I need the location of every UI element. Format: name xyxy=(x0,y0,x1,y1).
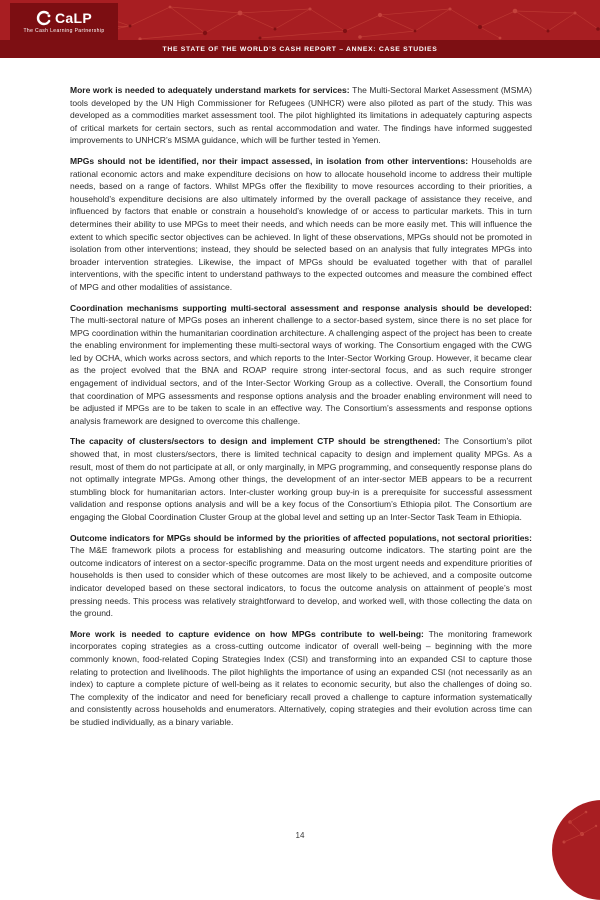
paragraph-text: The M&E framework pilots a process for establishing and measuring outcome indicators. The starting point are the outcome indicators of interest on a sector-specific programme. Data on the most urgent needs and expenditure priorities of households is then used to consider which of these outcomes are most likely to be achieved, and a composite outcome indicator developed based on these sectoral indicators, to focus the outcome analysis on attainment of people’s most pressing needs. This process was relatively straightforward to develop, and worked well, with those collecting the data on the ground. xyxy=(70,545,532,619)
paragraph xyxy=(70,435,532,523)
paragraph xyxy=(70,532,532,620)
report-title: THE STATE OF THE WORLD’S CASH REPORT – ANNEX: CASE STUDIES xyxy=(162,45,438,53)
paragraph xyxy=(70,302,532,428)
paragraph xyxy=(70,84,532,147)
calp-logo-block xyxy=(10,3,118,40)
corner-circle-decoration xyxy=(552,800,600,900)
paragraph-text: The Consortium’s pilot showed that, in most clusters/sectors, there is limited technical capacity to design and implement quality MPGs. As a result, most of them do not participate at all, or only marginally, in MPG programming, and consequently response plans do not optimally integrate MPGs. Among other things, the development of an inter-sector MEB appears to be a recurrent stumbling block for humanitarian actors. Inter-cluster working group buy-in is a prerequisite for successful assessment validation and response options analysis and will be a key focus of the Consortium’s Ethiopia pilot. The Consortium are engaging the Global Coordination Cluster Group at the global level and setting up an Inter-Sector Task Team in Ethiopia. xyxy=(70,436,532,522)
paragraph-lead: More work is needed to adequately understand markets for services: xyxy=(70,85,353,95)
report-title-strip xyxy=(0,40,600,58)
paragraph-lead: More work is needed to capture evidence on how MPGs contribute to well-being: xyxy=(70,628,429,639)
paragraph-lead: Coordination mechanisms supporting multi-sectoral assessment and response analysis should be developed: xyxy=(70,302,532,313)
paragraph xyxy=(70,628,532,729)
paragraph xyxy=(70,155,532,294)
page-number: 14 xyxy=(295,831,305,840)
page-body xyxy=(70,84,532,737)
paragraph-text: The Multi-Sectoral Market Assessment (MSMA) tools developed by the UN High Commissioner for Refugees (UNHCR) were also piloted as part of the study. This was developed as a commodities market assessment tool. The pilot highlighted its limitations in adequately capturing aspects of critical markets for certain sectors, such as rental accommodation and water. The findings have informed suggested improvements to UNHCR’s MSMA guidance, which will be further tested in Yemen. xyxy=(70,85,533,146)
paragraph-lead: MPGs should not be identified, nor their impact assessed, in isolation from other interventions: xyxy=(70,155,472,166)
paragraph-lead: Outcome indicators for MPGs should be informed by the priorities of affected populations, not sectoral priorities: xyxy=(70,532,532,543)
header-band xyxy=(0,0,600,58)
paragraph-text: Households are rational economic actors and make expenditure decisions on how to allocate household income to address their multiple needs, based on a range of factors. Whilst MPGs offer the flexibility to move resources according to their priorities, a household’s expenditure decisions are also ultimately informed by the overall package of assistance they receive, and influenced by factors that enable or constrain a household’s knowledge of or access to particular markets. This in turn determines their ability to use MPGs to meet their needs, and which needs can be more easily met. This will influence the extent to which specific sector objectives can be achieved. In light of these observations, MPGs should not be promoted in isolation from other interventions; instead, they should be selected based on an analysis that fully integrates MPGs into broader intervention strategies. Likewise, the impact of MPGs should be evaluated together with that of parallel interventions, with the specific intent to understand pathways to the expected outcomes and measure the combined effect of MPG and other modalities of assistance. xyxy=(70,155,532,292)
paragraph-text: The monitoring framework incorporates coping strategies as a cross-cutting outcome indicator of overall well-being – beginning with the more commonly known, food-related Coping Strategies Index (CSI) and transforming into an expanded CSI to capture those relating to protection and livelihoods. The pilot highlights the importance of using an expanded CSI (not necessarily as an index) to capture a complete picture of well-being as it relates to economic security, but also the challenges of doing so. The complexity of the indicator and need for beneficiary recall proved a challenge to capture information systematically and consistently across households and enumerators. Alternatively, coping strategies and their evolution across time can be studied individually, as a binary variable. xyxy=(70,628,532,727)
logo-tagline: The Cash Learning Partnership xyxy=(23,27,105,34)
paragraph-lead: The capacity of clusters/sectors to design and implement CTP should be strengthened: xyxy=(70,436,445,447)
paragraph-text: The multi-sectoral nature of MPGs poses an inherent challenge to a sector-based system, since there is no set place for MPG coordination within the humanitarian coordination architecture. A challenging aspect of the project has been to create the enabling environment for implementing these multi-sectoral ways of working. The Consortium engaged with the CWG led by OCHA, which works across sectors, and which reports to the Inter-Sector Working Group. However, it became clear as the project evolved that the BNA and ROAP require strong inter-sectoral focus, and as such require stronger engagement of individual sectors, and of the Inter-Sector Working Group as a collective. Overall, the Consortium found that coordination of MPG assessments and response options analysis and the broader enabling environment will need to be adjusted if MPGs are to be taken to scale in an effective way. The Consortium’s assessments and response options analysis framework are designed to overcome this challenge. xyxy=(70,315,532,426)
calp-logo-icon xyxy=(36,10,52,26)
logo-text: CaLP xyxy=(55,9,92,26)
